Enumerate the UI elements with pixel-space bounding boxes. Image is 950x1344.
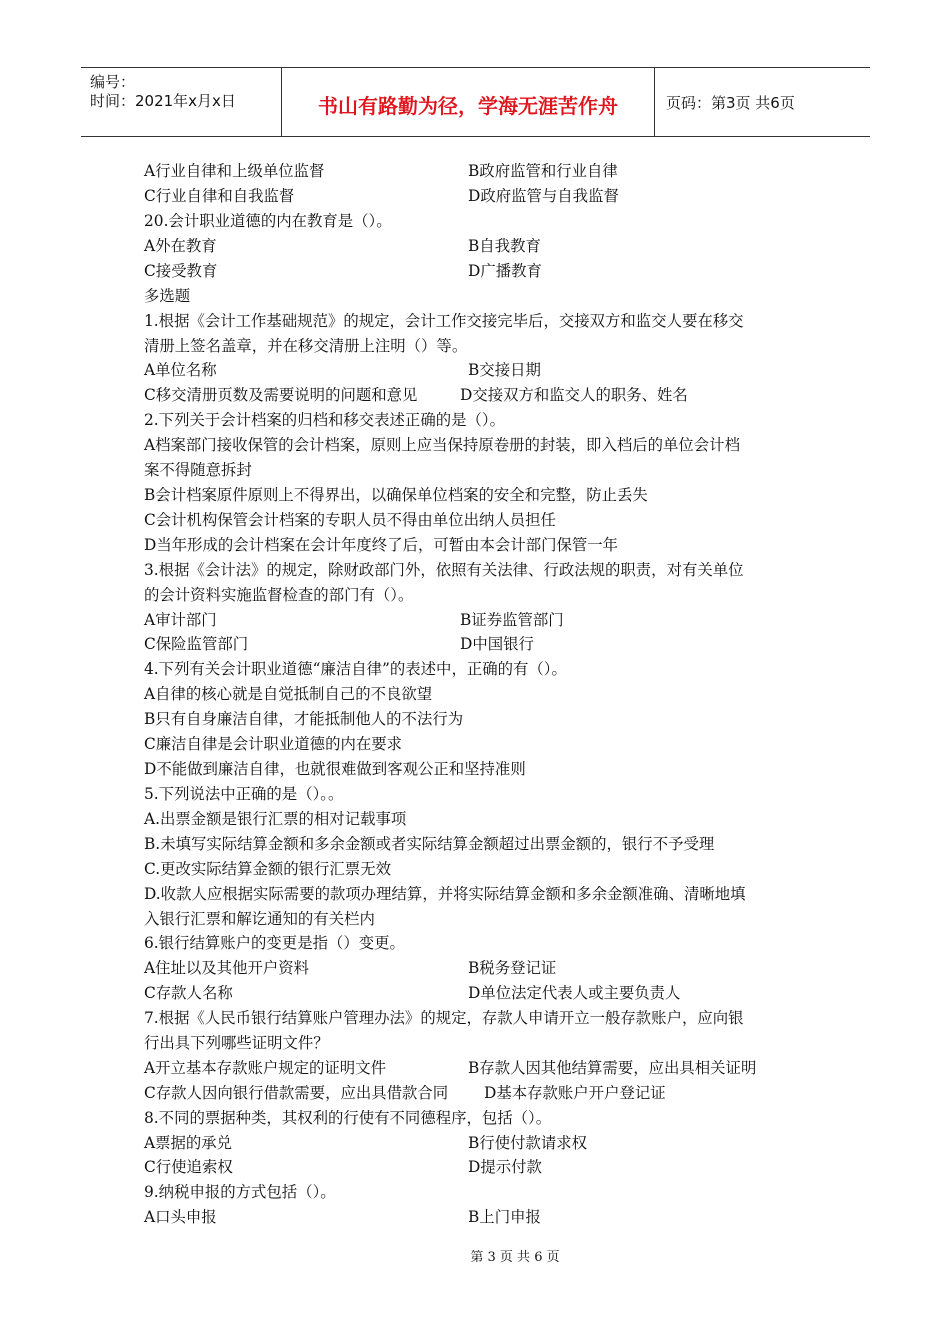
header-motto: 书山有路勤为径，学海无涯苦作舟 bbox=[318, 94, 618, 118]
option-right: D广播教育 bbox=[468, 262, 542, 280]
text-line: C行业自律和自我监督 bbox=[144, 187, 295, 205]
text-line: B只有自身廉洁自律，才能抵制他人的不法行为 bbox=[144, 710, 464, 728]
header-right-cell bbox=[655, 68, 870, 136]
text-line: C存款人名称 bbox=[144, 984, 233, 1002]
text-line: A外在教育 bbox=[144, 237, 217, 255]
header-page-indicator: 页码：第3页 共6页 bbox=[666, 94, 795, 112]
option-right: B证券监管部门 bbox=[460, 611, 564, 629]
option-right: D提示付款 bbox=[468, 1158, 542, 1176]
section-title: 多选题 bbox=[144, 287, 191, 305]
option-right: B存款人因其他结算需要，应出具相关证明 bbox=[468, 1059, 757, 1077]
question-line: 行出具下列哪些证明文件？ bbox=[144, 1034, 329, 1052]
text-line: C移交清册页数及需要说明的问题和意见 bbox=[144, 386, 418, 404]
question-line: 4.下列有关会计职业道德“廉洁自律”的表述中，正确的有（）。 bbox=[144, 660, 567, 678]
text-line: A票据的承兑 bbox=[144, 1134, 233, 1152]
option-right: D单位法定代表人或主要负责人 bbox=[468, 984, 681, 1002]
text-line: C廉洁自律是会计职业道德的内在要求 bbox=[144, 735, 403, 753]
option-right: B行使付款请求权 bbox=[468, 1134, 588, 1152]
option-right: B政府监管和行业自律 bbox=[468, 162, 618, 180]
page-header bbox=[81, 67, 870, 137]
text-line: B.未填写实际结算金额和多余金额或者实际结算金额超过出票金额的，银行不予受理 bbox=[144, 835, 715, 853]
text-line: A档案部门接收保管的会计档案，原则上应当保持原卷册的封装，即入档后的单位会计档 bbox=[144, 436, 740, 454]
text-line: A行业自律和上级单位监督 bbox=[144, 162, 325, 180]
option-right: B交接日期 bbox=[468, 361, 541, 379]
option-right: D基本存款账户开户登记证 bbox=[484, 1084, 666, 1102]
doc-time-label: 时间：2021年x月x日 bbox=[90, 92, 236, 110]
text-line: A单位名称 bbox=[144, 361, 217, 379]
question-line: 3.根据《会计法》的规定，除财政部门外，依照有关法律、行政法规的职责，对有关单位 bbox=[144, 561, 744, 579]
question-line: 6.银行结算账户的变更是指（）变更。 bbox=[144, 934, 405, 952]
question-line: 5.下列说法中正确的是（）。。 bbox=[144, 785, 344, 803]
text-line: C存款人因向银行借款需要，应出具借款合同 bbox=[144, 1084, 449, 1102]
question-line: 7.根据《人民币银行结算账户管理办法》的规定，存款人申请开立一般存款账户，应向银 bbox=[144, 1009, 744, 1027]
text-line: D不能做到廉洁自律，也就很难做到客观公正和坚持准则 bbox=[144, 760, 526, 778]
text-line: A自律的核心就是自觉抵制自己的不良欲望 bbox=[144, 685, 433, 703]
text-line: A住址以及其他开户资料 bbox=[144, 959, 310, 977]
text-line: C行使追索权 bbox=[144, 1158, 233, 1176]
text-line: C保险监管部门 bbox=[144, 635, 249, 653]
text-line: C会计机构保管会计档案的专职人员不得由单位出纳人员担任 bbox=[144, 511, 556, 529]
question-line: 1.根据《会计工作基础规范》的规定，会计工作交接完毕后，交接双方和监交人要在移交 bbox=[144, 312, 744, 330]
question-line: 2.下列关于会计档案的归档和移交表述正确的是（）。 bbox=[144, 411, 505, 429]
text-line: A.出票金额是银行汇票的相对记载事项 bbox=[144, 810, 407, 828]
text-line: D当年形成的会计档案在会计年度终了后，可暂由本会计部门保管一年 bbox=[144, 536, 619, 554]
question-line: 8.不同的票据种类，其权利的行使有不同德程序，包括（）。 bbox=[144, 1109, 552, 1127]
text-line: 入银行汇票和解讫通知的有关栏内 bbox=[144, 910, 375, 928]
doc-number-label: 编号： bbox=[90, 73, 136, 91]
text-line: B会计档案原件原则上不得界出，以确保单位档案的安全和完整，防止丢失 bbox=[144, 486, 648, 504]
option-right: B税务登记证 bbox=[468, 959, 557, 977]
header-middle-cell bbox=[282, 68, 655, 136]
option-right: D中国银行 bbox=[460, 635, 534, 653]
option-right: B自我教育 bbox=[468, 237, 541, 255]
text-line: A口头申报 bbox=[144, 1208, 217, 1226]
question-line: 20.会计职业道德的内在教育是（）。 bbox=[144, 212, 392, 230]
option-right: B上门申报 bbox=[468, 1208, 541, 1226]
question-line: 清册上签名盖章，并在移交清册上注明（）等。 bbox=[144, 337, 468, 355]
text-line: A开立基本存款账户规定的证明文件 bbox=[144, 1059, 386, 1077]
question-line: 9.纳税申报的方式包括（）。 bbox=[144, 1183, 336, 1201]
header-left-cell bbox=[81, 68, 282, 136]
question-line: 的会计资料实施监督检查的部门有（）。 bbox=[144, 586, 414, 604]
option-right: D政府监管与自我监督 bbox=[468, 187, 619, 205]
text-line: C.更改实际结算金额的银行汇票无效 bbox=[144, 860, 391, 878]
option-right: D交接双方和监交人的职务、姓名 bbox=[460, 386, 688, 404]
text-line: C接受教育 bbox=[144, 262, 218, 280]
text-line: 案不得随意拆封 bbox=[144, 461, 252, 479]
text-line: D.收款人应根据实际需要的款项办理结算，并将实际结算金额和多余金额准确、清晰地填 bbox=[144, 885, 746, 903]
text-line: A审计部门 bbox=[144, 611, 217, 629]
page-footer: 第 3 页 共 6 页 bbox=[470, 1250, 560, 1265]
